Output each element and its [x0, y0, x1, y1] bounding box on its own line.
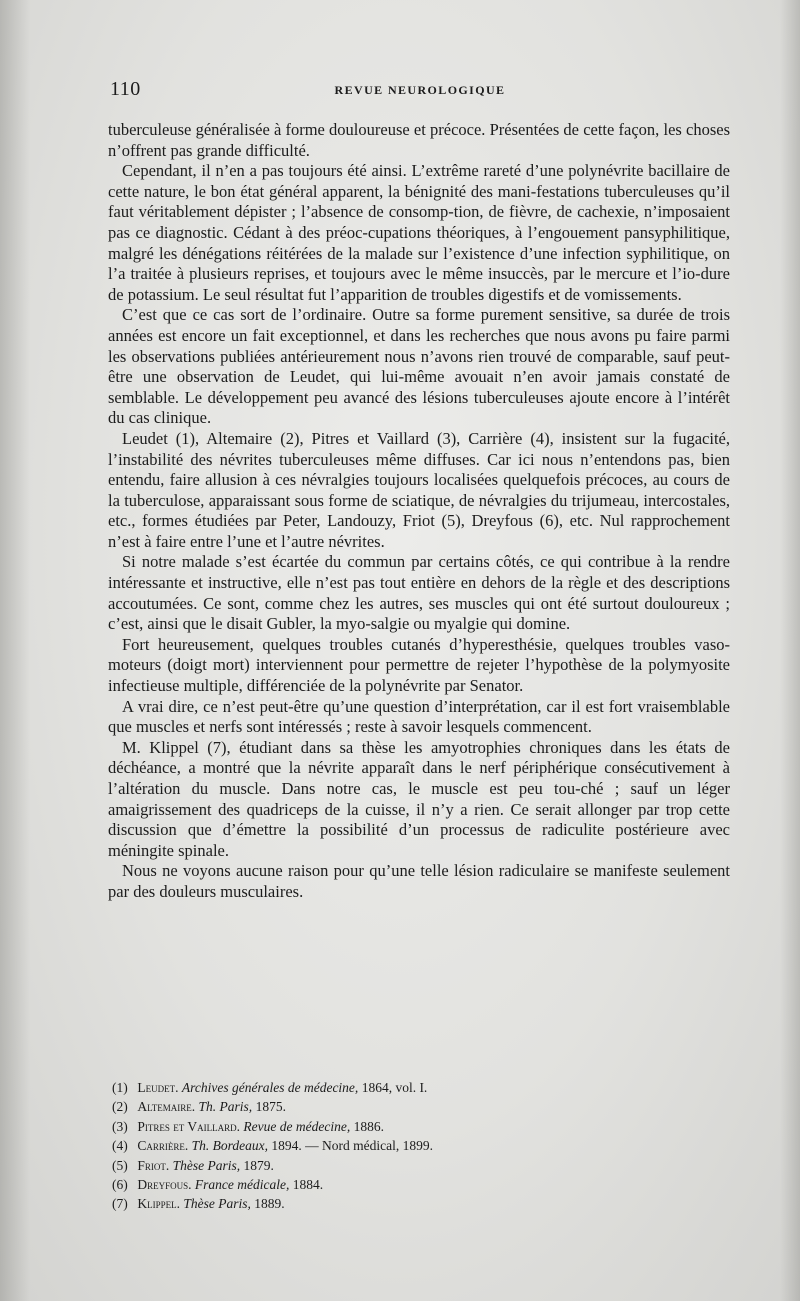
paragraph: tuberculeuse généralisée à forme douloureuse et précoce. Présentées de cette façon, les choses n’offrent pas grande difficulté.: [108, 120, 730, 160]
paragraph: C’est que ce cas sort de l’ordinaire. Outre sa forme purement sensitive, sa durée de trois années est encore un fait exceptionnel, et dans les recherches que nous avons pu faire parmi les observations publiées antérieurement nous n’avons rien trouvé de comparable, sauf peut-être une observation de Leudet, qui lui-même avouait n’en avoir jamais constaté de semblable. Le développement peu avancé des lésions tuberculeuses ajoute encore à l’intérêt du cas clinique.: [108, 305, 730, 428]
footnote-title: Revue de médecine,: [243, 1118, 351, 1134]
footnote-number: (5): [112, 1157, 128, 1173]
footnote-number: (7): [112, 1196, 128, 1212]
footnote-author: Leudet.: [137, 1080, 179, 1095]
footnote-title: Archives générales de médecine,: [181, 1080, 359, 1095]
footnote-author: Altemaire.: [137, 1099, 196, 1115]
footnote-author: Friot.: [137, 1157, 170, 1173]
page-header: [110, 78, 730, 106]
footnote-number: (6): [112, 1177, 128, 1193]
footnote-title: France médicale,: [194, 1177, 290, 1193]
footnote: [112, 1175, 672, 1194]
footnote-title: Thèse Paris,: [172, 1157, 241, 1173]
footnote-number: (3): [112, 1118, 128, 1134]
page-number: 110: [110, 78, 141, 100]
footnote-number: (1): [112, 1080, 128, 1095]
footnote-details: 1889.: [254, 1196, 285, 1212]
footnote-author: Pitres et Vaillard.: [137, 1118, 241, 1134]
footnote-number: (2): [112, 1099, 128, 1115]
footnote-number: (4): [112, 1138, 128, 1154]
footnote: [112, 1194, 672, 1213]
footnote: [112, 1097, 672, 1116]
footnote-title: Thèse Paris,: [183, 1196, 251, 1212]
body-text: [108, 120, 730, 903]
paragraph: A vrai dire, ce n’est peut-être qu’une question d’interprétation, car il est fort vraisemblable que muscles et nerfs sont intéressés ; reste à savoir lesquels commencent.: [108, 696, 730, 737]
paragraph: Leudet (1), Altemaire (2), Pitres et Vaillard (3), Carrière (4), insistent sur la fugacité, l’instabilité des névrites tuberculeuses même diffuses. Car ici nous n’entendons pas, bien entendu, faire allusion à ces névralgies toujours localisées quelquefois précoces, au cours de la tuberculose, apparaissant sous forme de sciatique, de névralgies du trijumeau, intercostales, etc., formes étudiées par Peter, Landouzy, Friot (5), Dreyfous (6), etc. Nul rapprochement n’est à faire entre l’une et l’autre névrites.: [108, 428, 730, 551]
footnote-details: 1886.: [353, 1118, 384, 1134]
footnote-author: Dreyfous.: [137, 1177, 192, 1193]
paragraph: Cependant, il n’en a pas toujours été ainsi. L’extrême rareté d’une polynévrite bacillaire de cette nature, le bon état général apparent, la bénignité des mani-festations tuberculeuses qu’il faut véritablement dépister ; l’absence de consomp-tion, de fièvre, de cachexie, n’imposaient pas ce diagnostic. Cédant à des préoc-cupations théoriques, à l’engouement pansyphilitique, malgré les dénégations réitérées de la malade sur l’existence d’une infection syphilitique, on l’a traitée à plusieurs reprises, et toujours avec le même insuccès, par le mercure et l’io-dure de potassium. Le seul résultat fut l’apparition de troubles digestifs et de vomissements.: [108, 161, 730, 304]
footnote-details: 1864, vol. I.: [361, 1080, 428, 1095]
footnote-author: Carrière.: [137, 1138, 189, 1154]
running-title: REVUE NEUROLOGIQUE: [334, 83, 506, 97]
page-edge-shadow-right: [780, 0, 800, 1301]
footnote-title: Th. Bordeaux,: [191, 1138, 269, 1154]
footnote-details: 1884.: [292, 1177, 324, 1193]
footnote-details: 1894. — Nord médical, 1899.: [271, 1138, 433, 1154]
paragraph: Nous ne voyons aucune raison pour qu’une telle lésion radiculaire se manifeste seulement par des douleurs musculaires.: [108, 861, 730, 901]
page-edge-shadow-left: [0, 0, 30, 1301]
paragraph: Si notre malade s’est écartée du commun par certains côtés, ce qui contribue à la rendre intéressante et instructive, elle n’est pas tout entière en dehors de la règle et des descriptions accoutumées. Ce sont, comme chez les autres, ses muscles qui ont été surtout douloureux ; c’est, ainsi que le disait Gubler, la myo-salgie ou myalgie qui domine.: [108, 552, 730, 634]
footnote: [112, 1117, 672, 1136]
footnote: [112, 1136, 672, 1155]
footnote-details: 1879.: [243, 1157, 274, 1173]
footnote-details: 1875.: [255, 1099, 286, 1115]
paragraph: M. Klippel (7), étudiant dans sa thèse les amyotrophies chroniques dans les états de déchéance, a montré que la névrite apparaît dans le nerf périphérique consécutivement à l’altération du muscle. Dans notre cas, le muscle est peu tou-ché ; sauf un léger amaigrissement des quadriceps de la cuisse, il n’y a rien. Ce serait allonger par trop cette discussion que d’émettre la possibilité d’un processus de radiculite postérieure avec méningite spinale.: [108, 737, 730, 860]
footnote: [112, 1078, 672, 1097]
paragraph: Fort heureusement, quelques troubles cutanés d’hyperesthésie, quelques troubles vaso-moteurs (doigt mort) interviennent pour permettre de rejeter l’hypothèse de la polymyosite infectieuse multiple, différenciée de la polynévrite par Senator.: [108, 634, 730, 696]
footnote-title: Th. Paris,: [198, 1099, 253, 1115]
footnote: [112, 1156, 672, 1175]
footnote-author: Klippel.: [137, 1196, 180, 1212]
footnotes: [112, 1078, 672, 1214]
